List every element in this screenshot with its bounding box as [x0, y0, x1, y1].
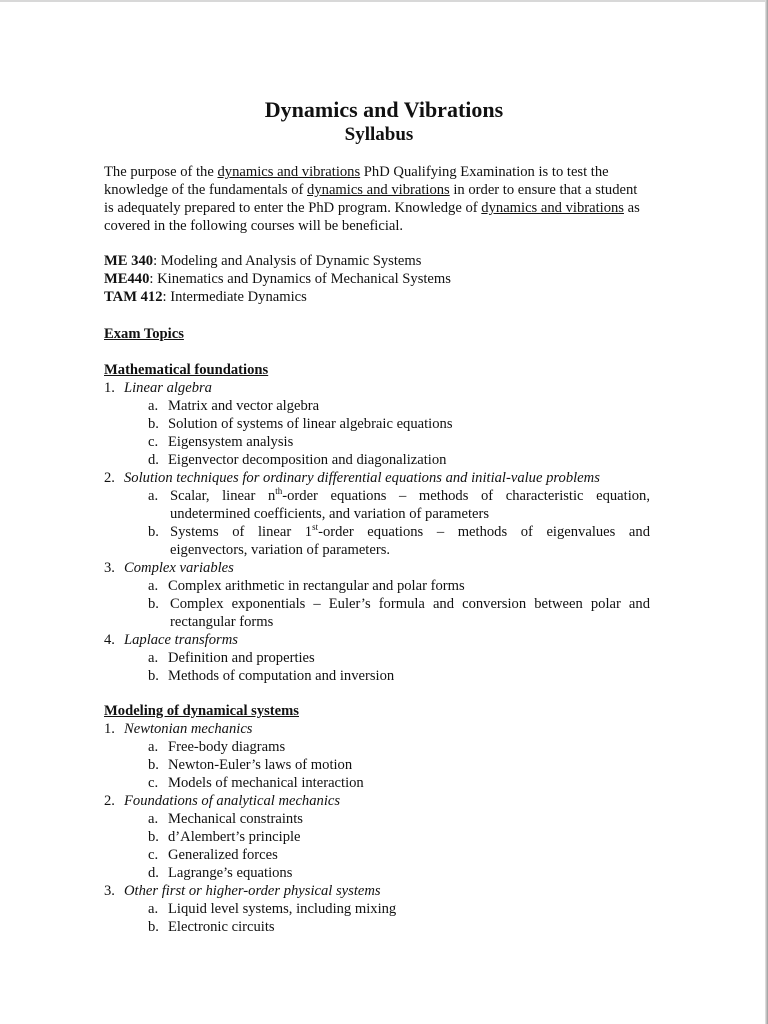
topic-item: [104, 882, 381, 900]
intro-text-2: PhD Qualifying Examination is to test the knowledge of the fundamentals of: [104, 164, 609, 198]
intro-text-3: in order to ensure that a student is adequately prepared to enter the PhD program. Knowledge of: [104, 182, 638, 216]
topic-item: [104, 379, 212, 397]
subtopic-item: [148, 918, 275, 936]
topic-number: 1.: [104, 380, 115, 396]
topic-number: 4.: [104, 632, 115, 648]
subtopic-item: [148, 900, 396, 918]
subtopic-letter: d.: [148, 452, 159, 468]
topic-title: Complex variables: [124, 560, 234, 576]
intro-underline-3: dynamics and vibrations: [481, 200, 624, 216]
subtopic-item: [148, 774, 364, 792]
section-heading: Mathematical foundations: [104, 362, 269, 378]
subtopic-text-pre: Systems of linear 1: [170, 524, 313, 540]
subtopic-text: Complex exponentials – Euler’s formula and conversion between polar and: [170, 596, 650, 612]
course-code: ME 340: [104, 253, 154, 269]
page-title: Dynamics and Vibrations: [264, 97, 504, 122]
intro-underline-1: dynamics and vibrations: [217, 164, 361, 180]
subtopic-text: d’Alembert’s principle: [168, 829, 301, 845]
subtopic-text: Eigensystem analysis: [168, 434, 294, 450]
topic-number: 3.: [104, 560, 115, 576]
section-heading: Modeling of dynamical systems: [104, 703, 299, 719]
subtopic-letter: a.: [148, 650, 159, 666]
subtopic-item: [148, 667, 394, 685]
subtopic-item: [148, 649, 315, 667]
topic-item: [104, 559, 234, 577]
course-code: ME440: [104, 271, 150, 287]
course-code: TAM 412: [104, 289, 163, 305]
exam-topics-heading: Exam Topics: [104, 326, 184, 342]
subtopic-item: [148, 433, 293, 451]
subtopic-item: [148, 810, 303, 828]
topic-item: [104, 720, 253, 738]
topic-title: Other first or higher-order physical systems: [124, 883, 381, 899]
subtopic-text: Newton-Euler’s laws of motion: [168, 757, 353, 773]
subtopic-item: [148, 577, 465, 595]
subtopic-item: [148, 738, 285, 756]
intro-text-1: The purpose of the: [104, 164, 218, 180]
course-name: : Modeling and Analysis of Dynamic Systems: [153, 253, 422, 269]
subtopic-letter: b.: [148, 524, 159, 540]
subtopic-text: [170, 487, 650, 505]
topic-number: 2.: [104, 470, 115, 486]
subtopic-item: [148, 846, 278, 864]
subtopic-text: Solution of systems of linear algebraic equations: [168, 416, 453, 432]
intro-underline-2: dynamics and vibrations: [307, 182, 450, 198]
subtopic-text-post: -order equations – methods of eigenvalues and: [318, 524, 650, 540]
subtopic-continuation: undetermined coefficients, and variation of parameters: [170, 506, 490, 522]
subtopic-letter: a.: [148, 811, 159, 827]
topic-item: [104, 631, 238, 649]
subtopic-text: Matrix and vector algebra: [168, 398, 320, 414]
subtopic-item: [148, 397, 319, 415]
scan-edge-top: [0, 0, 768, 2]
subtopic-text-post: -order equations – methods of characteristic equation,: [282, 488, 651, 504]
topic-title: Foundations of analytical mechanics: [124, 793, 341, 809]
subtopic-letter: c.: [148, 775, 159, 791]
subtopic-item: [148, 451, 446, 469]
subtopic-letter: b.: [148, 757, 159, 773]
subtopic-letter: b.: [148, 596, 159, 612]
subtopic-letter: a.: [148, 578, 159, 594]
topic-item: [104, 792, 340, 810]
subtopic-letter: b.: [148, 829, 159, 845]
topic-item: [104, 469, 600, 487]
superscript: st: [312, 522, 319, 532]
course-item: [104, 288, 451, 306]
subtopic-letter: a.: [148, 739, 159, 755]
subtopic-item: [148, 415, 453, 433]
subtopic-text: Electronic circuits: [168, 919, 275, 935]
topic-number: 1.: [104, 721, 115, 737]
subtopic-letter: b.: [148, 919, 159, 935]
topic-number: 2.: [104, 793, 115, 809]
subtopic-text: Generalized forces: [168, 847, 278, 863]
subtopic-text: Free-body diagrams: [168, 739, 286, 755]
subtopic-letter: a.: [148, 901, 159, 917]
topic-number: 3.: [104, 883, 115, 899]
subtopic-text-pre: Scalar, linear n: [170, 488, 276, 504]
course-item: [104, 270, 451, 288]
subtopic-item: [148, 756, 352, 774]
topic-title: Newtonian mechanics: [124, 721, 253, 737]
page-subtitle: Syllabus: [344, 124, 414, 145]
subtopic-text: Models of mechanical interaction: [168, 775, 364, 791]
topic-title: Laplace transforms: [124, 632, 238, 648]
subtopic-item: [148, 828, 301, 846]
subtopic-text: Mechanical constraints: [168, 811, 303, 827]
course-item: [104, 252, 451, 270]
subtopic-text: Eigenvector decomposition and diagonalization: [168, 452, 447, 468]
subtopic-letter: c.: [148, 847, 159, 863]
subtopic-text: Definition and properties: [168, 650, 315, 666]
subtopic-text: Complex arithmetic in rectangular and polar forms: [168, 578, 465, 594]
course-list: [104, 252, 451, 306]
subtopic-item: [148, 864, 292, 882]
subtopic-text: Methods of computation and inversion: [168, 668, 395, 684]
subtopic-letter: a.: [148, 398, 159, 414]
superscript: th: [275, 486, 283, 496]
subtopic-continuation: rectangular forms: [170, 614, 274, 630]
topic-title: Solution techniques for ordinary differential equations and initial-value problems: [124, 470, 600, 486]
subtopic-text: [170, 523, 650, 541]
subtopic-letter: b.: [148, 668, 159, 684]
intro-text-4: as covered in the following courses will be beneficial.: [104, 200, 640, 234]
subtopic-letter: a.: [148, 488, 159, 504]
intro-paragraph: [104, 163, 644, 235]
subtopic-text: Lagrange’s equations: [168, 865, 293, 881]
subtopic-letter: b.: [148, 416, 159, 432]
subtopic-text: Liquid level systems, including mixing: [168, 901, 397, 917]
course-name: : Kinematics and Dynamics of Mechanical Systems: [149, 271, 451, 287]
topic-title: Linear algebra: [124, 380, 212, 396]
course-name: : Intermediate Dynamics: [162, 289, 307, 305]
subtopic-letter: c.: [148, 434, 159, 450]
subtopic-continuation: eigenvectors, variation of parameters.: [170, 542, 391, 558]
subtopic-letter: d.: [148, 865, 159, 881]
